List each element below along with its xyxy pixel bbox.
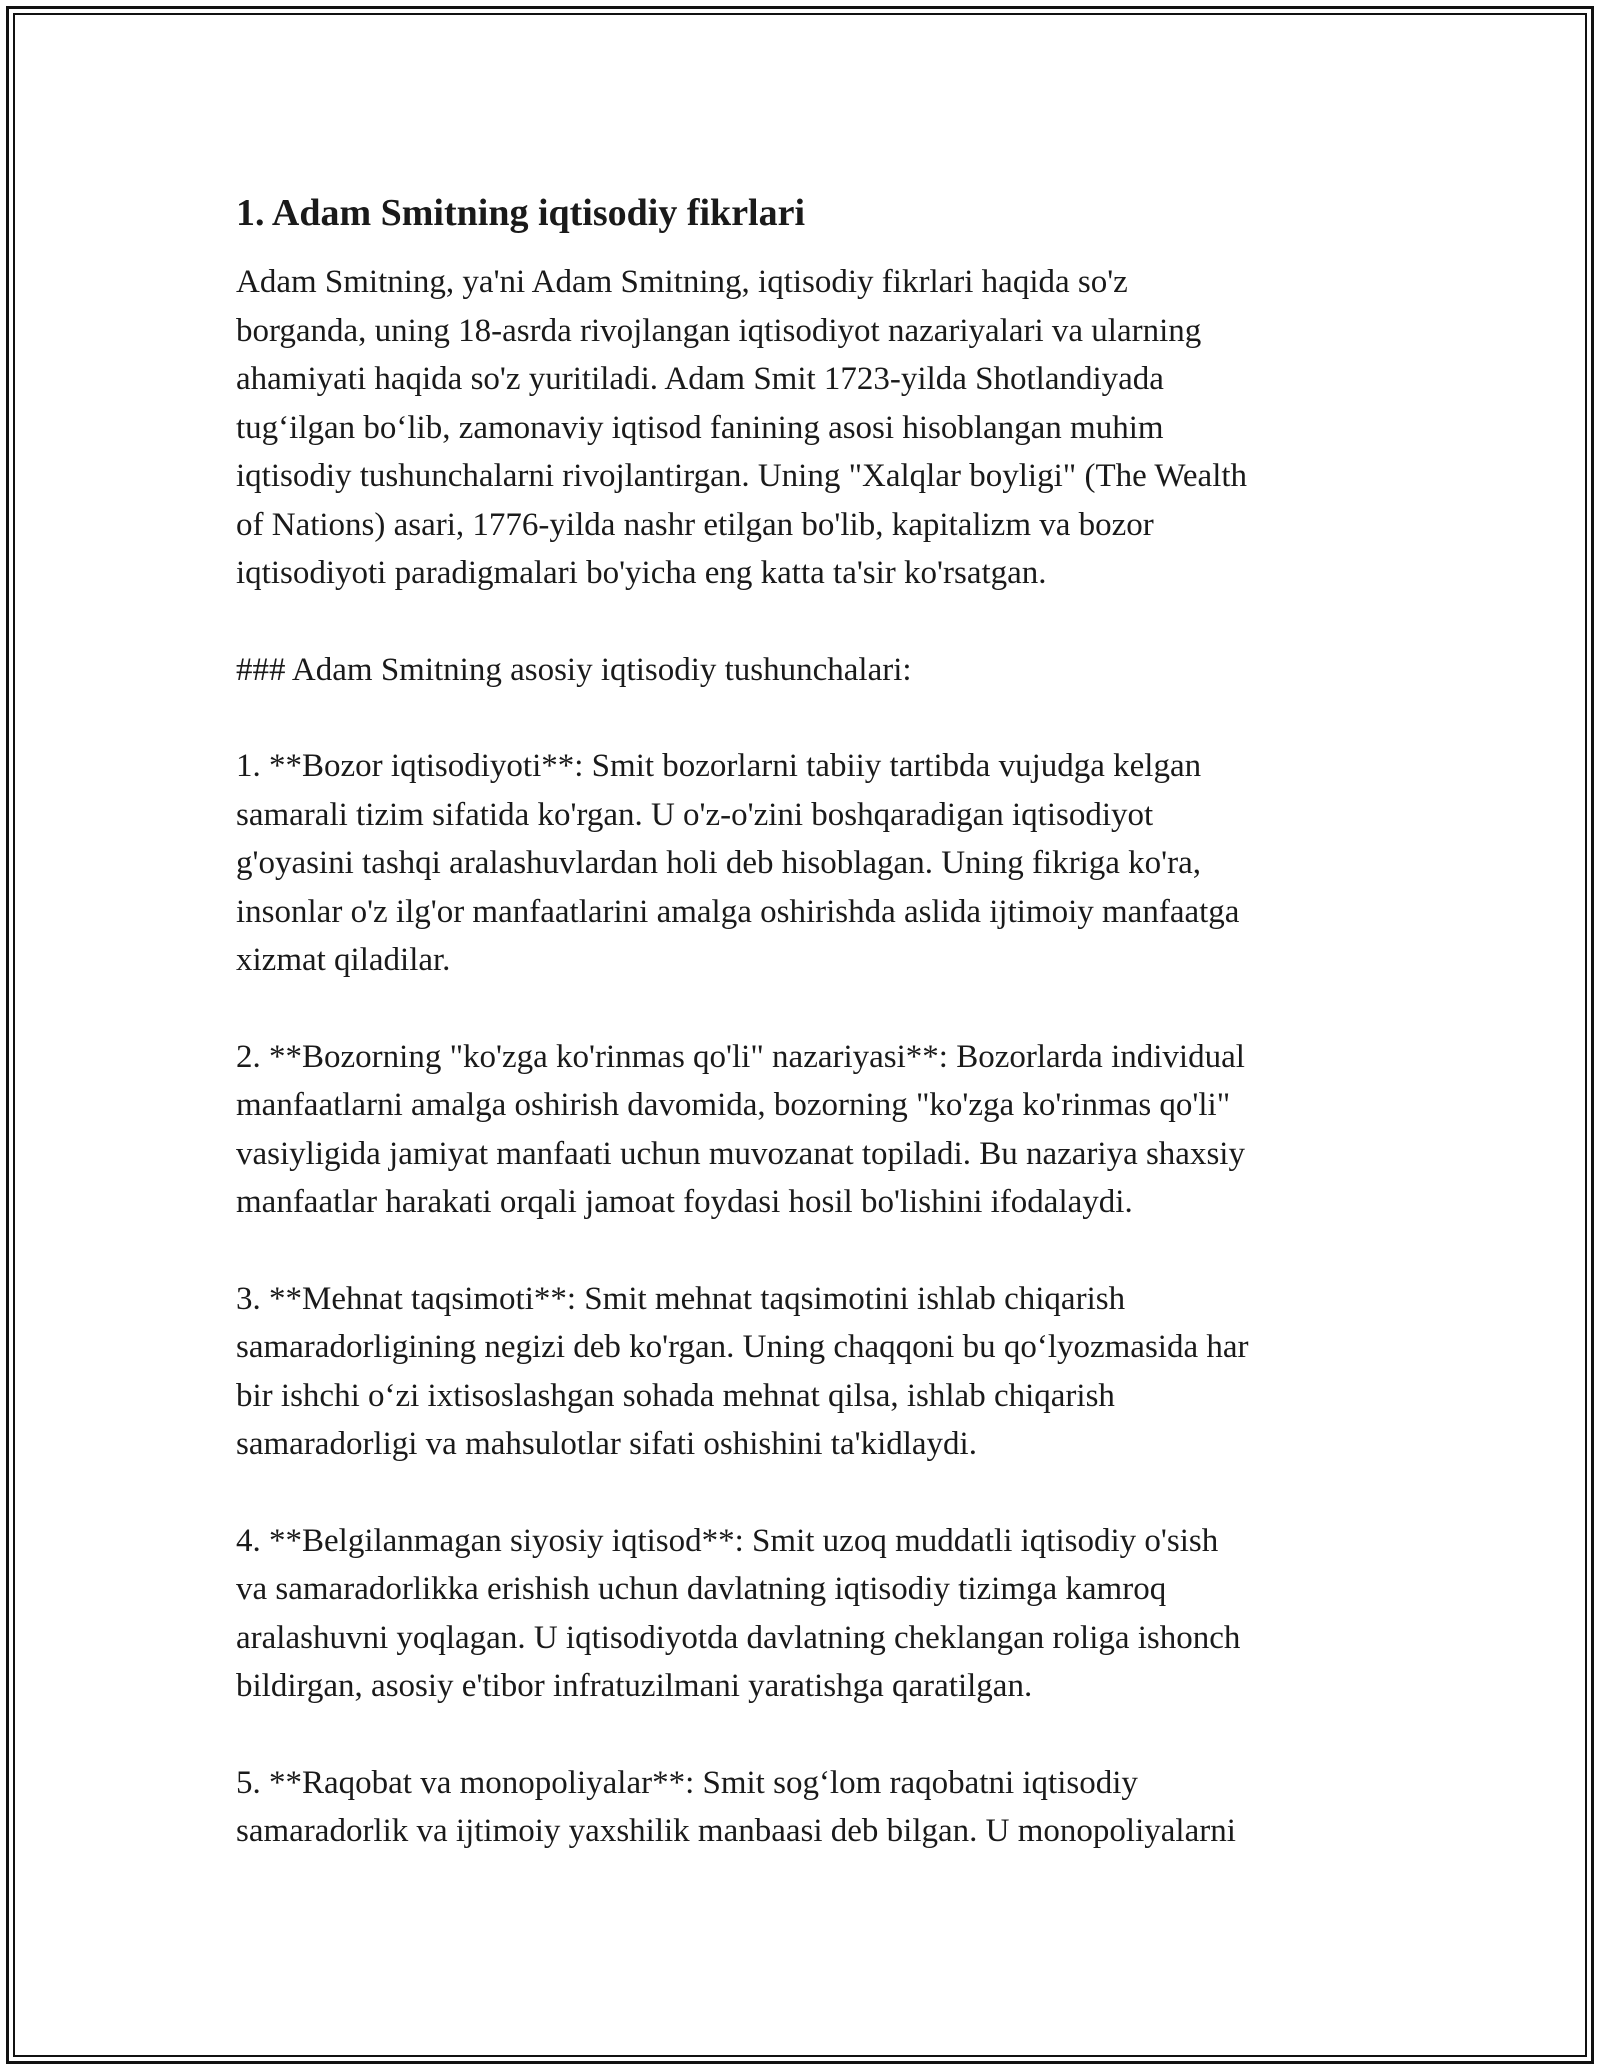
intro-paragraph: Adam Smitning, ya'ni Adam Smitning, iqtisodiy fikrlari haqida so'z borganda, uning 18-asrda rivojlangan iqtisodiyot nazariyalari va ularning ahamiyati haqida so'z yuritiladi. Adam Smit 1723-yilda Shotlandiyada tug‘ilgan bo‘lib, zamonaviy iqtisod fanining asosi hisoblangan muhim iqtisodiy tushunchalarni rivojlantirgan. Uning "Xalqlar boyligi" (The Wealth of Nations) asari, 1776-yilda nashr etilgan bo'lib, kapitalizm va bozor iqtisodiyoti paradigmalari bo'yicha eng katta ta'sir ko'rsatgan. [236, 264, 1248, 591]
section-heading: ### Adam Smitning asosiy iqtisodiy tushunchalari: [236, 651, 912, 688]
list-item-3: 3. **Mehnat taqsimoti**: Smit mehnat taqsimotini ishlab chiqarish samaradorligining negizi deb ko'rgan. Uning chaqqoni bu qo‘lyozmasida har bir ishchi o‘zi ixtisoslashgan sohada mehnat qilsa, ishlab chiqarish samaradorligi va mahsulotlar sifati oshishini ta'kidlaydi. [236, 1280, 1249, 1462]
list-item-2: 2. **Bozorning "ko'zga ko'rinmas qo'li" nazariyasi**: Bozorlarda individual manfaatlarni amalga oshirish davomida, bozorning "ko'zga ko'rinmas qo'li" vasiyligida jamiyat manfaati uchun muvozanat topiladi. Bu nazariya shaxsiy manfaatlar harakati orqali jamoat foydasi hosil bo'lishini ifodalaydi. [236, 1038, 1245, 1220]
list-item-1: 1. **Bozor iqtisodiyoti**: Smit bozorlarni tabiiy tartibda vujudga kelgan samarali tizim sifatida ko'rgan. U o'z-o'zini boshqaradigan iqtisodiyot g'oyasini tashqi aralashuvlardan holi deb hisoblagan. Uning fikriga ko'ra, insonlar o'z ilg'or manfaatlarini amalga oshirishda aslida ijtimoiy manfaatga xizmat qiladilar. [236, 748, 1240, 978]
document-body [236, 186, 1376, 1904]
list-item-5: 5. **Raqobat va monopoliyalar**: Smit sog‘lom raqobatni iqtisodiy samaradorlik va ijtimoiy yaxshilik manbaasi deb bilgan. U monopoliyalarni [236, 1764, 1236, 1849]
list-item-4: 4. **Belgilanmagan siyosiy iqtisod**: Smit uzoq muddatli iqtisodiy o'sish va samaradorlikka erishish uchun davlatning iqtisodiy tizimga kamroq aralashuvni yoqlagan. U iqtisodiyotda davlatning cheklangan roliga ishonch bildirgan, asosiy e'tibor infratuzilmani yaratishga qaratilgan. [236, 1522, 1241, 1704]
document-title: 1. Adam Smitning iqtisodiy fikrlari [236, 192, 806, 234]
